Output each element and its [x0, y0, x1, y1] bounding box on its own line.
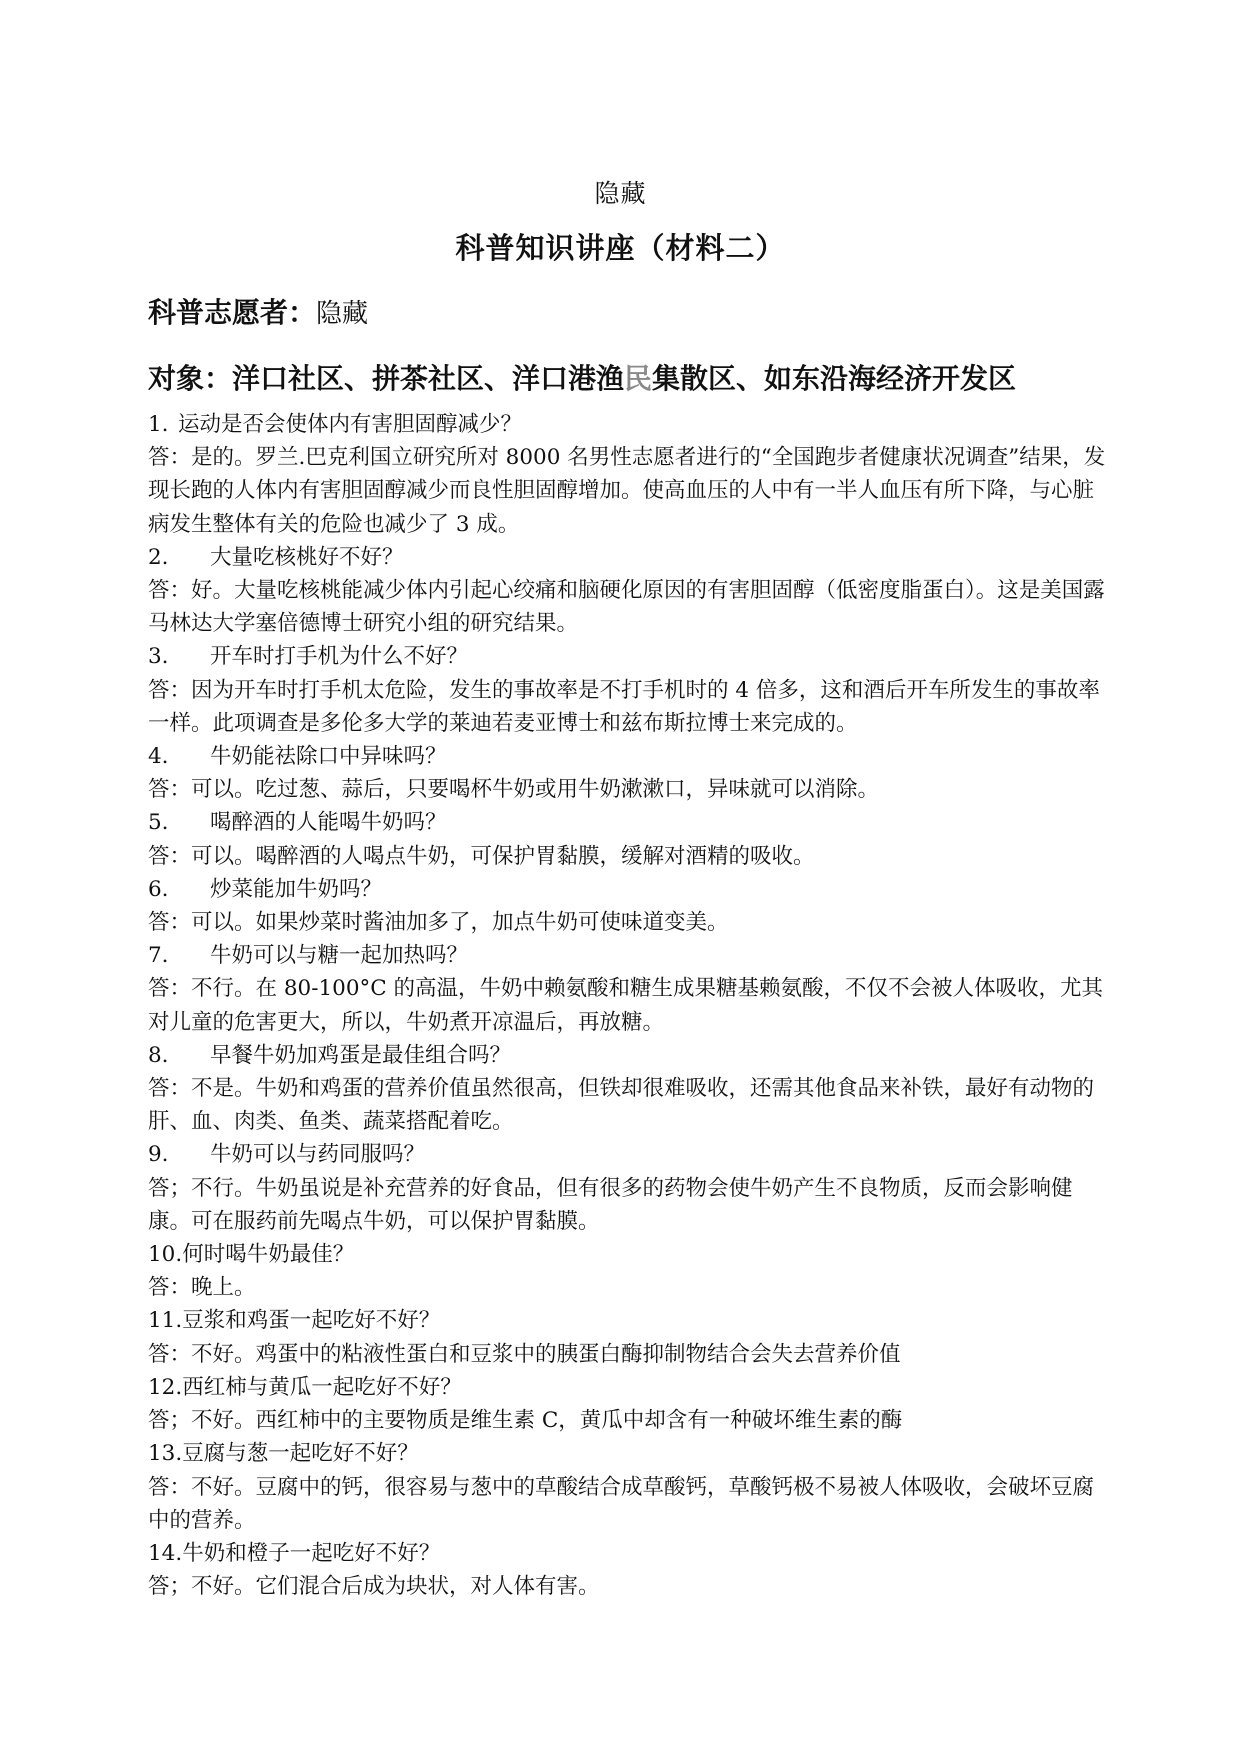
- audience-line: [148, 357, 1016, 397]
- qa-number: 11.: [148, 1308, 183, 1334]
- audience-text-part2: 集散区、如东沿海经济开发区: [652, 362, 1017, 395]
- qa-question: [148, 408, 1108, 441]
- qa-question: [148, 740, 1108, 773]
- qa-item: [148, 1138, 1108, 1238]
- qa-question: [148, 1304, 1108, 1337]
- qa-question: [148, 1537, 1108, 1570]
- qa-question-text: 喝醉酒的人能喝牛奶吗？: [210, 810, 447, 836]
- qa-item: [148, 873, 1108, 939]
- qa-item: [148, 1304, 1108, 1370]
- qa-answer: 答：可以。喝醉酒的人喝点牛奶，可保护胃黏膜，缓解对酒精的吸收。: [148, 843, 815, 869]
- qa-number: 9.: [148, 1142, 169, 1168]
- qa-item: [148, 806, 1108, 872]
- qa-number: 12.: [148, 1374, 183, 1400]
- qa-answer: 答；不行。牛奶虽说是补充营养的好食品，但有很多的药物会使牛奶产生不良物质，反而会影响健康。可在服药前先喝点牛奶，可以保护胃黏膜。: [148, 1175, 1073, 1234]
- qa-question: [148, 1437, 1108, 1470]
- header-note: 隐藏: [594, 179, 647, 208]
- qa-question-text: 牛奶可以与糖一起加热吗？: [210, 943, 469, 969]
- qa-question: [148, 806, 1108, 839]
- qa-number: 2.: [148, 544, 169, 570]
- qa-item: [148, 740, 1108, 806]
- page-title: 科普知识讲座（材料二）: [455, 231, 786, 265]
- qa-number: 10.: [148, 1242, 183, 1268]
- qa-question-text: 豆浆和鸡蛋一起吃好不好？: [182, 1308, 441, 1334]
- qa-question: [148, 1138, 1108, 1171]
- qa-question: [148, 1238, 1108, 1271]
- qa-question: [148, 1371, 1108, 1404]
- qa-list: [148, 408, 1108, 1603]
- qa-answer: 答：不好。豆腐中的钙，很容易与葱中的草酸结合成草酸钙，草酸钙极不易被人体吸收，会破坏豆腐中的营养。: [148, 1474, 1095, 1533]
- qa-question-text: 牛奶能祛除口中异味吗？: [210, 744, 447, 770]
- audience-faded-char: 民: [624, 362, 653, 395]
- qa-question-text: 开车时打手机为什么不好？: [210, 644, 469, 670]
- qa-number: 3.: [148, 644, 169, 670]
- qa-number: 7.: [148, 943, 169, 969]
- volunteer-label: 科普志愿者：: [148, 296, 317, 329]
- qa-question-text: 何时喝牛奶最佳？: [182, 1242, 355, 1268]
- qa-item: [148, 408, 1108, 541]
- qa-number: 13.: [148, 1441, 183, 1467]
- qa-question: [148, 873, 1108, 906]
- qa-item: [148, 1537, 1108, 1603]
- qa-item: [148, 1371, 1108, 1437]
- qa-answer: 答：可以。吃过葱、蒜后，只要喝杯牛奶或用牛奶漱漱口，异味就可以消除。: [148, 777, 880, 803]
- audience-text-part1: 洋口社区、拼茶社区、洋口港渔: [232, 362, 625, 395]
- qa-item: [148, 1238, 1108, 1304]
- qa-answer: 答：晚上。: [148, 1275, 256, 1301]
- qa-question-text: 大量吃核桃好不好？: [210, 544, 404, 570]
- qa-question: [148, 939, 1108, 972]
- qa-number: 1.: [148, 412, 169, 437]
- qa-answer: 答：不好。鸡蛋中的粘液性蛋白和豆浆中的胰蛋白酶抑制物结合会失去营养价值: [148, 1341, 901, 1367]
- volunteer-line: [148, 291, 368, 331]
- qa-question-text: 早餐牛奶加鸡蛋是最佳组合吗？: [210, 1042, 512, 1068]
- qa-question-text: 牛奶可以与药同服吗？: [210, 1142, 426, 1168]
- qa-question-text: 西红柿与黄瓜一起吃好不好？: [182, 1374, 462, 1400]
- qa-question-text: 运动是否会使体内有害胆固醇减少？: [178, 412, 523, 437]
- qa-number: 4.: [148, 744, 169, 770]
- qa-question: [148, 640, 1108, 673]
- qa-question-text: 炒菜能加牛奶吗？: [210, 876, 383, 902]
- qa-answer: 答；不好。它们混合后成为块状，对人体有害。: [148, 1574, 600, 1600]
- qa-number: 5.: [148, 810, 169, 836]
- volunteer-value: 隐藏: [316, 299, 369, 329]
- qa-answer: 答：不行。在 80-100°C 的高温，牛奶中赖氨酸和糖生成果糖基赖氨酸，不仅不会被人体吸收，尤其对儿童的危害更大，所以，牛奶煮开凉温后，再放糖。: [148, 976, 1104, 1035]
- qa-item: [148, 541, 1108, 641]
- audience-label: 对象：: [148, 362, 233, 395]
- qa-answer: 答；不好。西红柿中的主要物质是维生素 C，黄瓜中却含有一种破坏维生素的酶: [148, 1408, 903, 1434]
- qa-answer: 答：不是。牛奶和鸡蛋的营养价值虽然很高，但铁却很难吸收，还需其他食品来补铁，最好有动物的肝、血、肉类、鱼类、蔬菜搭配着吃。: [148, 1076, 1095, 1135]
- qa-item: [148, 939, 1108, 1039]
- qa-question-text: 牛奶和橙子一起吃好不好？: [182, 1540, 441, 1566]
- qa-answer: 答：因为开车时打手机太危险，发生的事故率是不打手机时的 4 倍多，这和酒后开车所发生的事故率一样。此项调查是多伦多大学的莱迪若麦亚博士和兹布斯拉博士来完成的。: [148, 677, 1100, 736]
- qa-question-text: 豆腐与葱一起吃好不好？: [182, 1441, 419, 1467]
- qa-answer: 答：可以。如果炒菜时酱油加多了，加点牛奶可使味道变美。: [148, 910, 729, 936]
- qa-answer: 答：好。大量吃核桃能减少体内引起心绞痛和脑硬化原因的有害胆固醇（低密度脂蛋白）。这是美国露马林达大学塞倍德博士研究小组的研究结果。: [148, 578, 1105, 637]
- qa-number: 8.: [148, 1042, 169, 1068]
- qa-question: [148, 541, 1108, 574]
- qa-item: [148, 1039, 1108, 1139]
- qa-question: [148, 1039, 1108, 1072]
- qa-item: [148, 640, 1108, 740]
- qa-number: 6.: [148, 876, 169, 902]
- qa-item: [148, 1437, 1108, 1537]
- qa-answer: 答：是的。罗兰.巴克利国立研究所对 8000 名男性志愿者进行的“全国跑步者健康状况调查”结果，发现长跑的人体内有害胆固醇减少而良性胆固醇增加。使高血压的人中有一半人血压有所下降，与心脏病发生整体有关的危险也减少了 3 成。: [148, 445, 1106, 537]
- qa-number: 14.: [148, 1540, 183, 1566]
